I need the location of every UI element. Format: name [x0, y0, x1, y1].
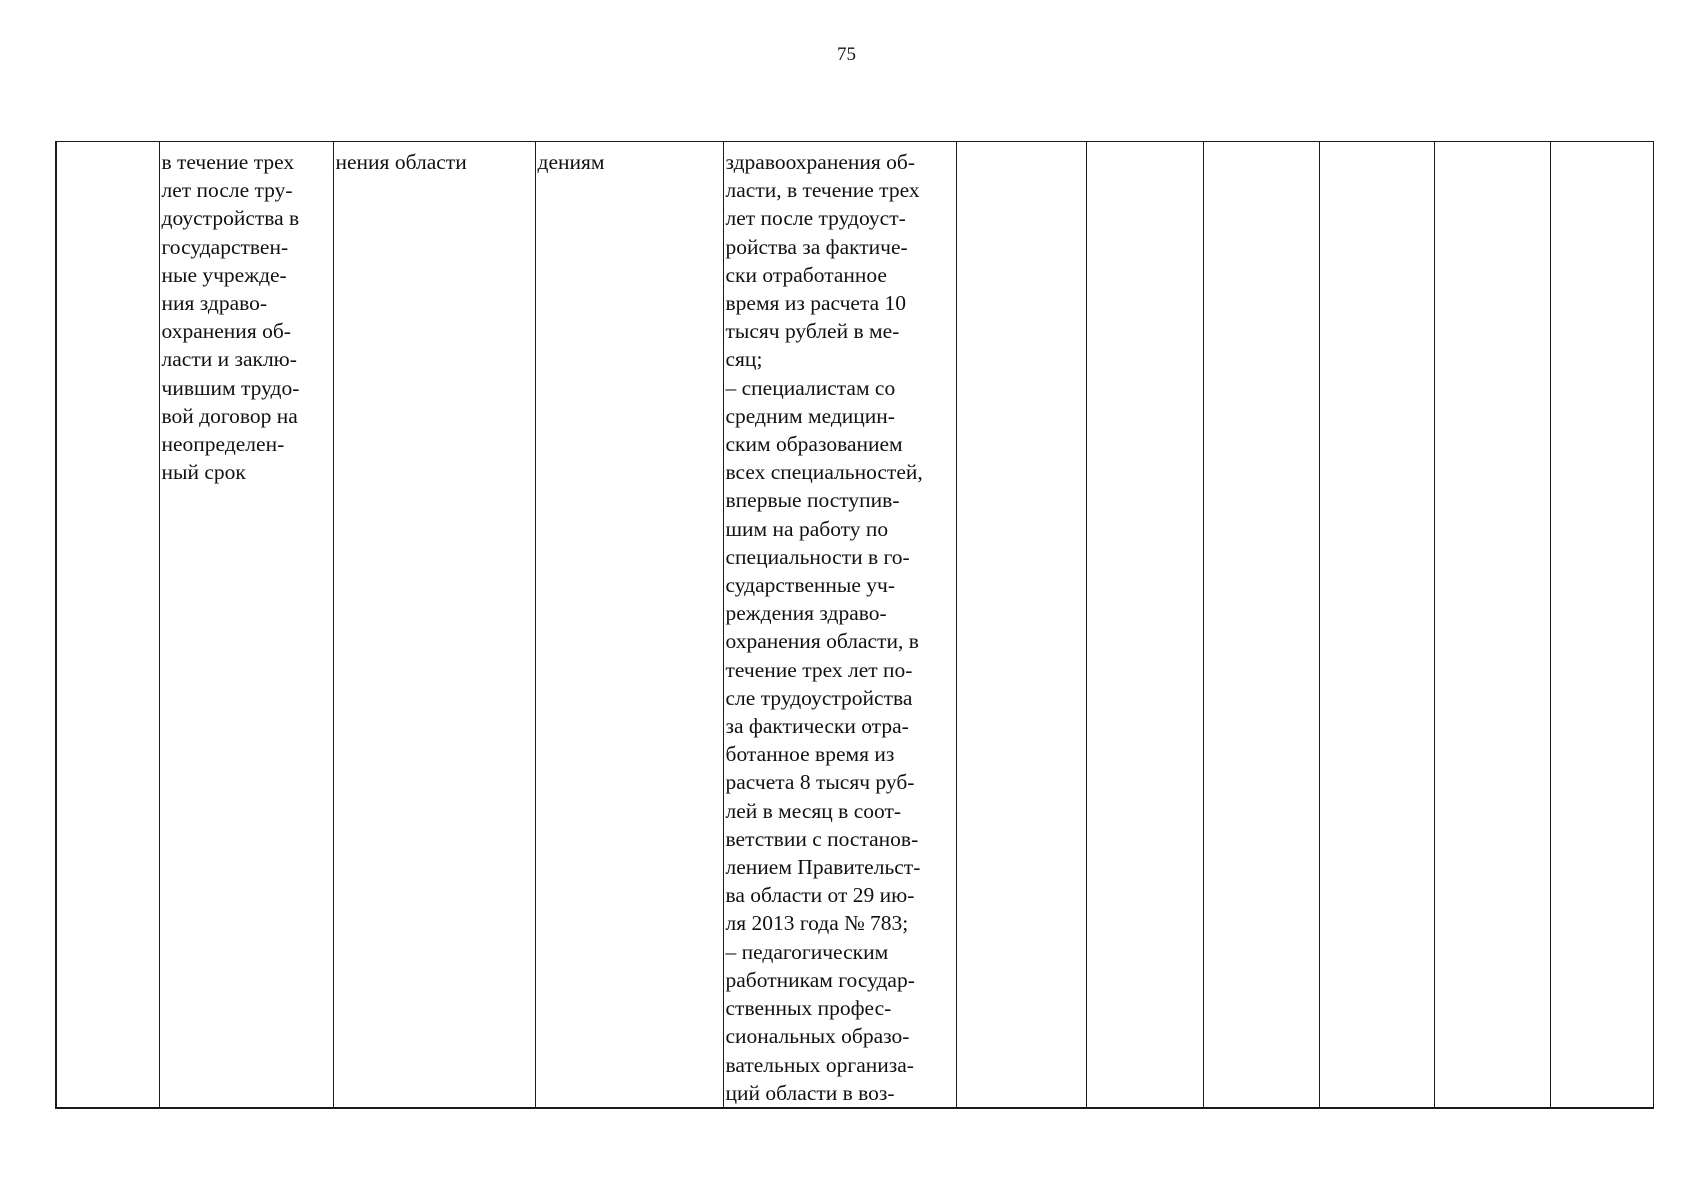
cell-text: дениям — [537, 150, 605, 174]
table-cell-col-6 — [956, 142, 1086, 1108]
table-cell-col-2 — [159, 142, 333, 1108]
table-cell-col-8 — [1203, 142, 1319, 1108]
table-cell-col-4 — [535, 142, 723, 1108]
table-row — [56, 142, 1653, 1108]
cell-text: здравоохранения об- ласти, в течение трех лет после трудоуст- ройства за фактиче- ски отработанное время из расчета 10 тысяч рублей в ме- сяц; – специалистам со средним медицин- ским образованием всех специальностей, впервые поступив- шим на работу по специальности в го- сударственные уч- реждения здраво- охранения области, в течение трех лет по- сле трудоустройства за фактически отра- ботанное время из расчета 8 тысяч руб- лей в месяц в соот- ветствии с постанов- лением Правительст- ва области от 29 ию- ля 2013 года № 783; – педагогическим работникам государ- ственных профес- сиональных образо- вательных организа- ций области в воз- — [725, 150, 923, 1105]
table-cell-col-10 — [1434, 142, 1550, 1108]
table-cell-col-7 — [1086, 142, 1203, 1108]
continuation-table — [55, 141, 1654, 1109]
table-cell-col-9 — [1319, 142, 1434, 1108]
table-cell-col-3 — [333, 142, 535, 1108]
table-cell-col-5 — [723, 142, 956, 1108]
table-cell-col-1 — [56, 142, 159, 1108]
cell-text: нения области — [335, 150, 467, 174]
table-cell-col-11 — [1550, 142, 1653, 1108]
cell-text: в течение трех лет после тру- доустройства в государствен- ные учрежде- ния здраво- охранения об- ласти и заклю- чившим трудо- вой договор на неопределен- ный срок — [161, 150, 300, 485]
page-number: 75 — [837, 44, 856, 65]
